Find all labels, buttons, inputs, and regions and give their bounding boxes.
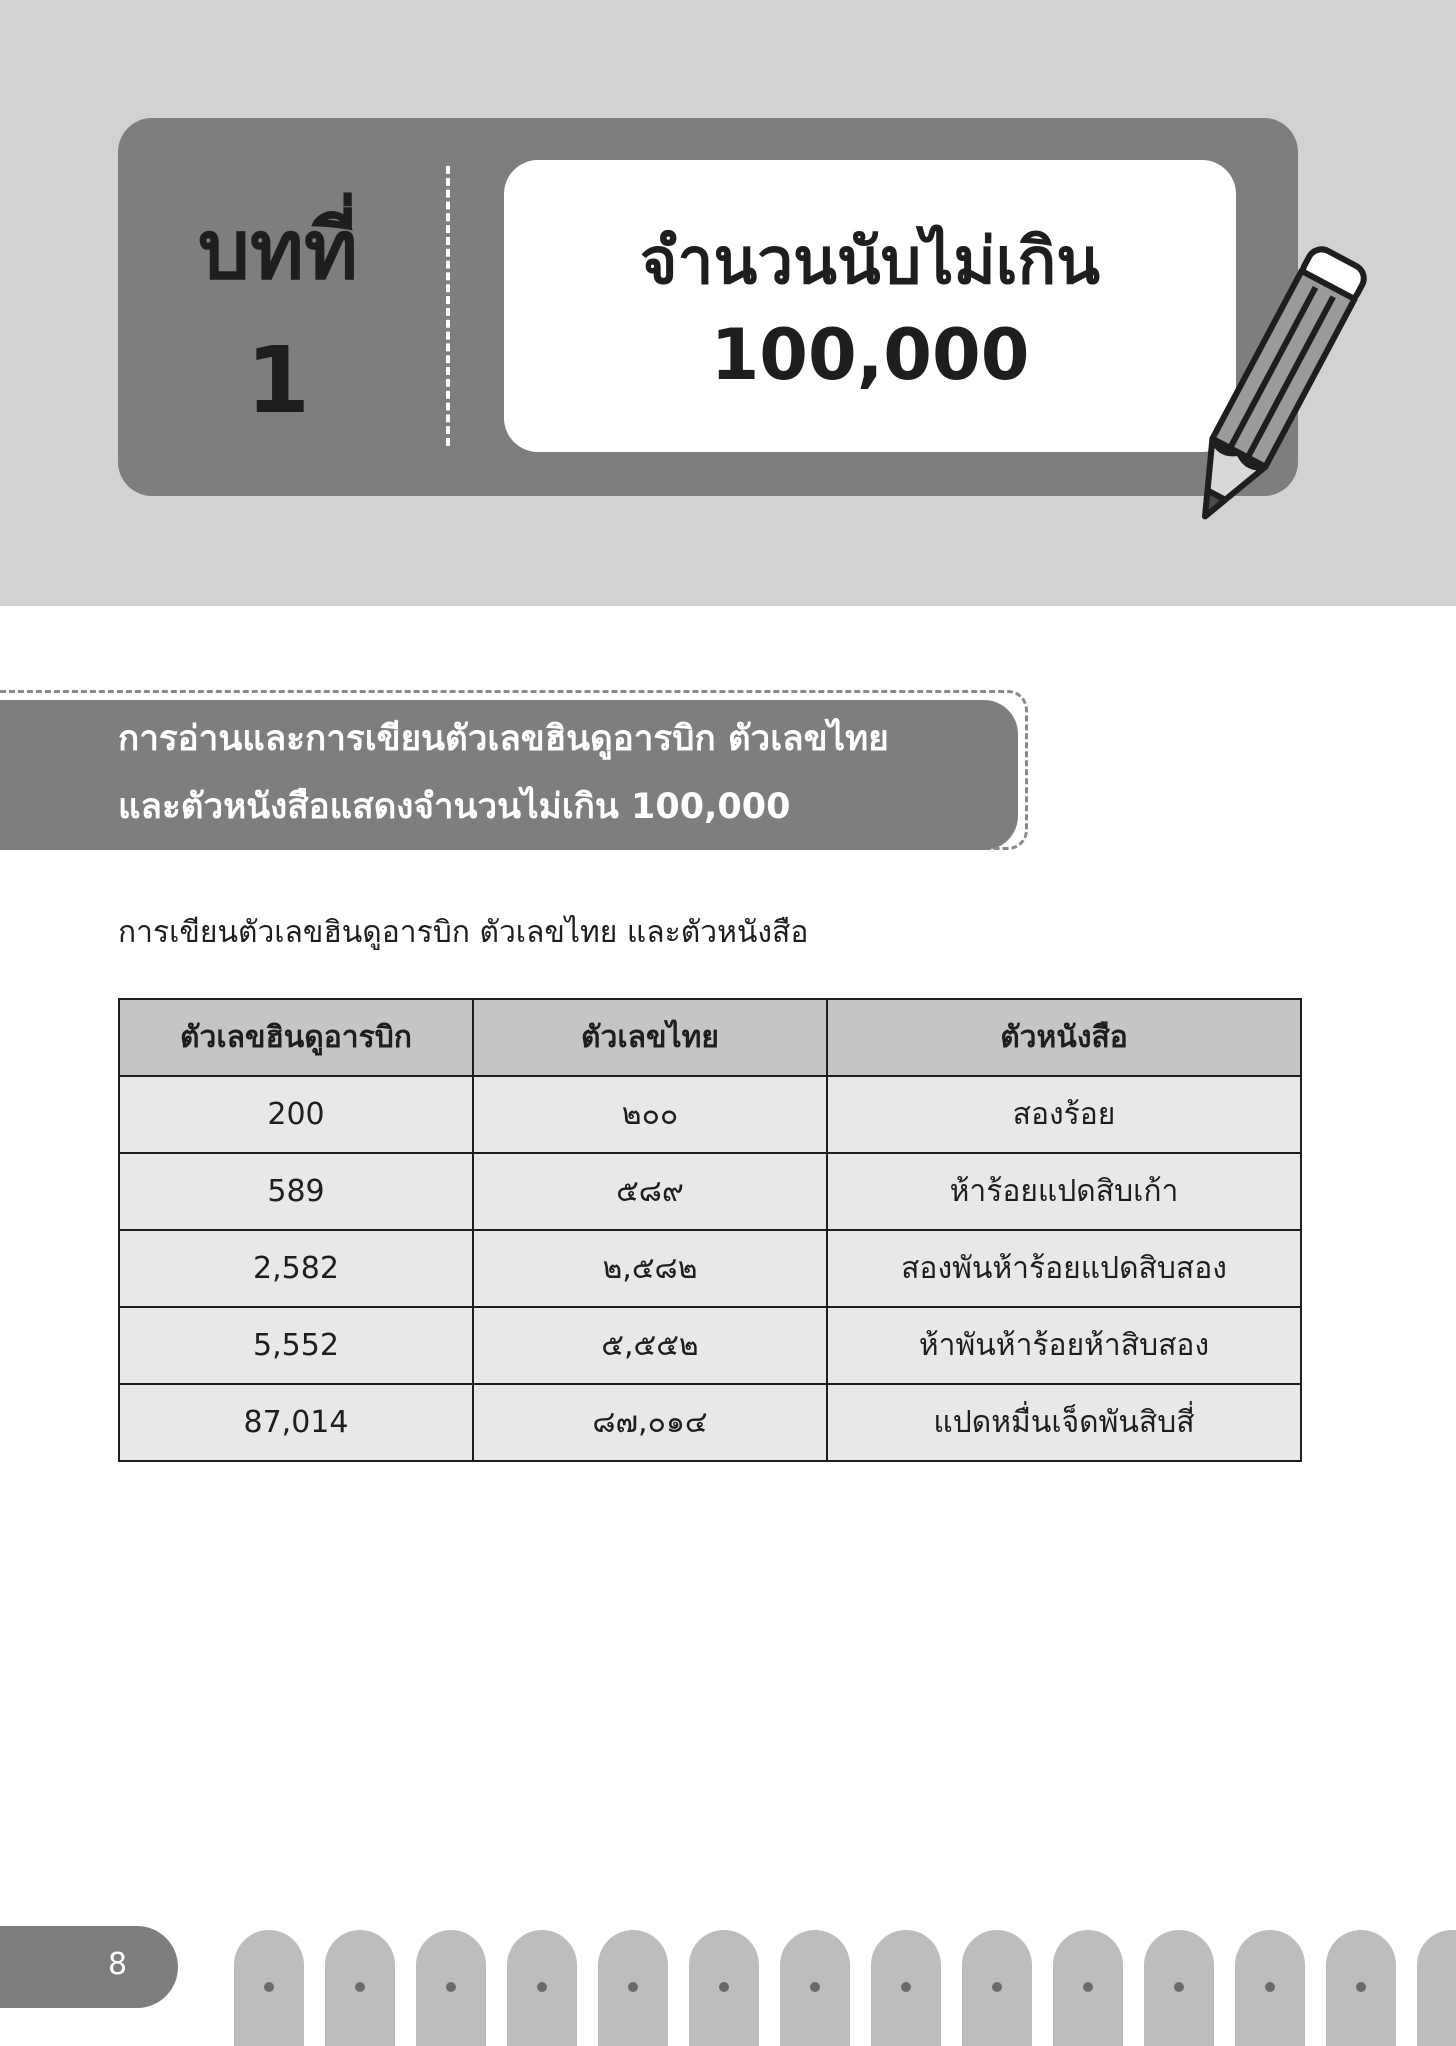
dot-icon: [1083, 1982, 1093, 1992]
decorative-tab: [598, 1930, 668, 2046]
decorative-tab: [325, 1930, 395, 2046]
dot-icon: [1265, 1982, 1275, 1992]
cell-thai-numeral: ๒,๕๘๒: [473, 1230, 827, 1307]
table-row: [119, 1230, 1301, 1307]
chapter-title-line-2: 100,000: [710, 314, 1030, 396]
numbers-table: [118, 998, 1302, 1462]
cell-hindu-arabic: 589: [119, 1153, 473, 1230]
chapter-title-box: [504, 160, 1236, 452]
dot-icon: [264, 1982, 274, 1992]
decorative-tab: [689, 1930, 759, 2046]
decorative-tab: [871, 1930, 941, 2046]
decorative-tab: [1235, 1930, 1305, 2046]
dot-icon: [628, 1982, 638, 1992]
header-words: ตัวหนังสือ: [827, 999, 1301, 1076]
header-hindu-arabic: ตัวเลขฮินดูอารบิก: [119, 999, 473, 1076]
chapter-title-line-1: จำนวนนับไม่เกิน: [640, 225, 1100, 299]
dot-icon: [719, 1982, 729, 1992]
decorative-tab: [780, 1930, 850, 2046]
dot-icon: [901, 1982, 911, 1992]
dot-icon: [1174, 1982, 1184, 1992]
decorative-tab: [1053, 1930, 1123, 2046]
decorative-tab: [962, 1930, 1032, 2046]
dot-icon: [992, 1982, 1002, 1992]
chapter-label: บทที่: [197, 203, 359, 298]
dot-icon: [446, 1982, 456, 1992]
cell-words: แปดหมื่นเจ็ดพันสิบสี่: [827, 1384, 1301, 1461]
table-row: [119, 1307, 1301, 1384]
decorative-tab: [1144, 1930, 1214, 2046]
cell-hindu-arabic: 2,582: [119, 1230, 473, 1307]
cell-words: สองร้อย: [827, 1076, 1301, 1153]
decorative-tab: [234, 1930, 304, 2046]
cell-thai-numeral: ๕๘๙: [473, 1153, 827, 1230]
section-heading-line-1: การอ่านและการเขียนตัวเลขฮินดูอารบิก ตัวเลขไทย: [118, 719, 889, 759]
decorative-tab: [1326, 1930, 1396, 2046]
cell-thai-numeral: ๕,๕๕๒: [473, 1307, 827, 1384]
pencil-icon: [1170, 240, 1370, 540]
cell-thai-numeral: ๒๐๐: [473, 1076, 827, 1153]
cell-hindu-arabic: 87,014: [119, 1384, 473, 1461]
decorative-tab: [416, 1930, 486, 2046]
table-row: [119, 1076, 1301, 1153]
dot-icon: [1356, 1982, 1366, 1992]
intro-text: การเขียนตัวเลขฮินดูอารบิก ตัวเลขไทย และตัวหนังสือ: [118, 915, 809, 950]
table-header-row: [119, 999, 1301, 1076]
section-heading-line-2: และตัวหนังสือแสดงจำนวนไม่เกิน 100,000: [118, 787, 791, 827]
cell-words: ห้าร้อยแปดสิบเก้า: [827, 1153, 1301, 1230]
page-number: 8: [108, 1947, 128, 1982]
cell-thai-numeral: ๘๗,๐๑๔: [473, 1384, 827, 1461]
dot-icon: [810, 1982, 820, 1992]
dot-icon: [355, 1982, 365, 1992]
cell-words: ห้าพันห้าร้อยห้าสิบสอง: [827, 1307, 1301, 1384]
cell-hindu-arabic: 200: [119, 1076, 473, 1153]
table-row: [119, 1153, 1301, 1230]
cell-words: สองพันห้าร้อยแปดสิบสอง: [827, 1230, 1301, 1307]
chapter-number: 1: [245, 327, 310, 434]
decorative-tab: [1417, 1930, 1456, 2046]
dashed-divider: [446, 166, 450, 446]
cell-hindu-arabic: 5,552: [119, 1307, 473, 1384]
decorative-tab: [507, 1930, 577, 2046]
header-thai-numeral: ตัวเลขไทย: [473, 999, 827, 1076]
dot-icon: [537, 1982, 547, 1992]
table-row: [119, 1384, 1301, 1461]
